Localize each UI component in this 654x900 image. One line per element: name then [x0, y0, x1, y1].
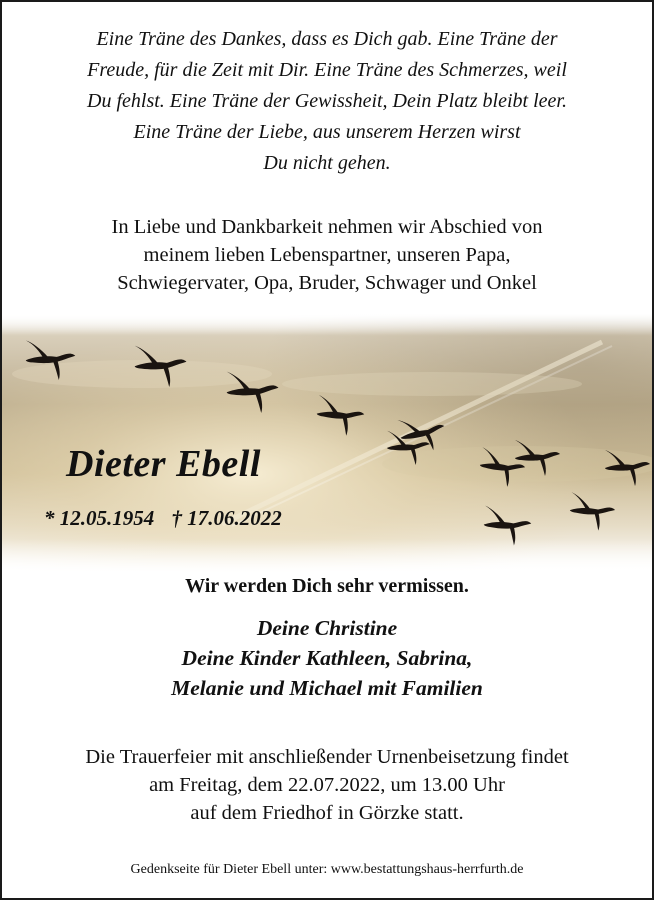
miss-message: Wir werden Dich sehr vermissen.	[185, 575, 469, 597]
ceremony-line: am Freitag, dem 22.07.2022, um 13.00 Uhr	[149, 774, 505, 796]
poem-line: Eine Träne der Liebe, aus unserem Herzen wirst	[133, 121, 521, 143]
birth-date: * 12.05.1954	[44, 506, 155, 530]
ceremony-line: auf dem Friedhof in Görzke statt.	[190, 802, 464, 824]
intro-line: meinem lieben Lebenspartner, unseren Papa,	[143, 244, 511, 266]
life-dates	[44, 506, 282, 531]
intro-line: Schwiegervater, Opa, Bruder, Schwager und Onkel	[117, 272, 537, 294]
deceased-name: Dieter Ebell	[66, 443, 261, 485]
poem-line: Du fehlst. Eine Träne der Gewissheit, Dein Platz bleibt leer.	[87, 90, 567, 112]
intro-line: In Liebe und Dankbarkeit nehmen wir Abschied von	[111, 216, 543, 238]
signer-line: Deine Kinder Kathleen, Sabrina,	[181, 646, 473, 670]
memorial-page-link[interactable]: Gedenkseite für Dieter Ebell unter: www.bestattungshaus-herrfurth.de	[130, 862, 524, 877]
ceremony-line: Die Trauerfeier mit anschließender Urnenbeisetzung findet	[85, 746, 569, 768]
signer-line: Deine Christine	[256, 616, 398, 640]
death-date: † 17.06.2022	[171, 506, 282, 530]
poem	[2, 24, 652, 179]
signers	[2, 613, 652, 703]
poem-line: Eine Träne des Dankes, dass es Dich gab. Eine Träne der	[96, 28, 558, 50]
ceremony-info	[2, 743, 652, 827]
signer-line: Melanie und Michael mit Familien	[171, 676, 483, 700]
poem-line: Freude, für die Zeit mit Dir. Eine Träne des Schmerzes, weil	[87, 59, 567, 81]
farewell-intro	[2, 213, 652, 297]
poem-line: Du nicht gehen.	[263, 152, 391, 174]
